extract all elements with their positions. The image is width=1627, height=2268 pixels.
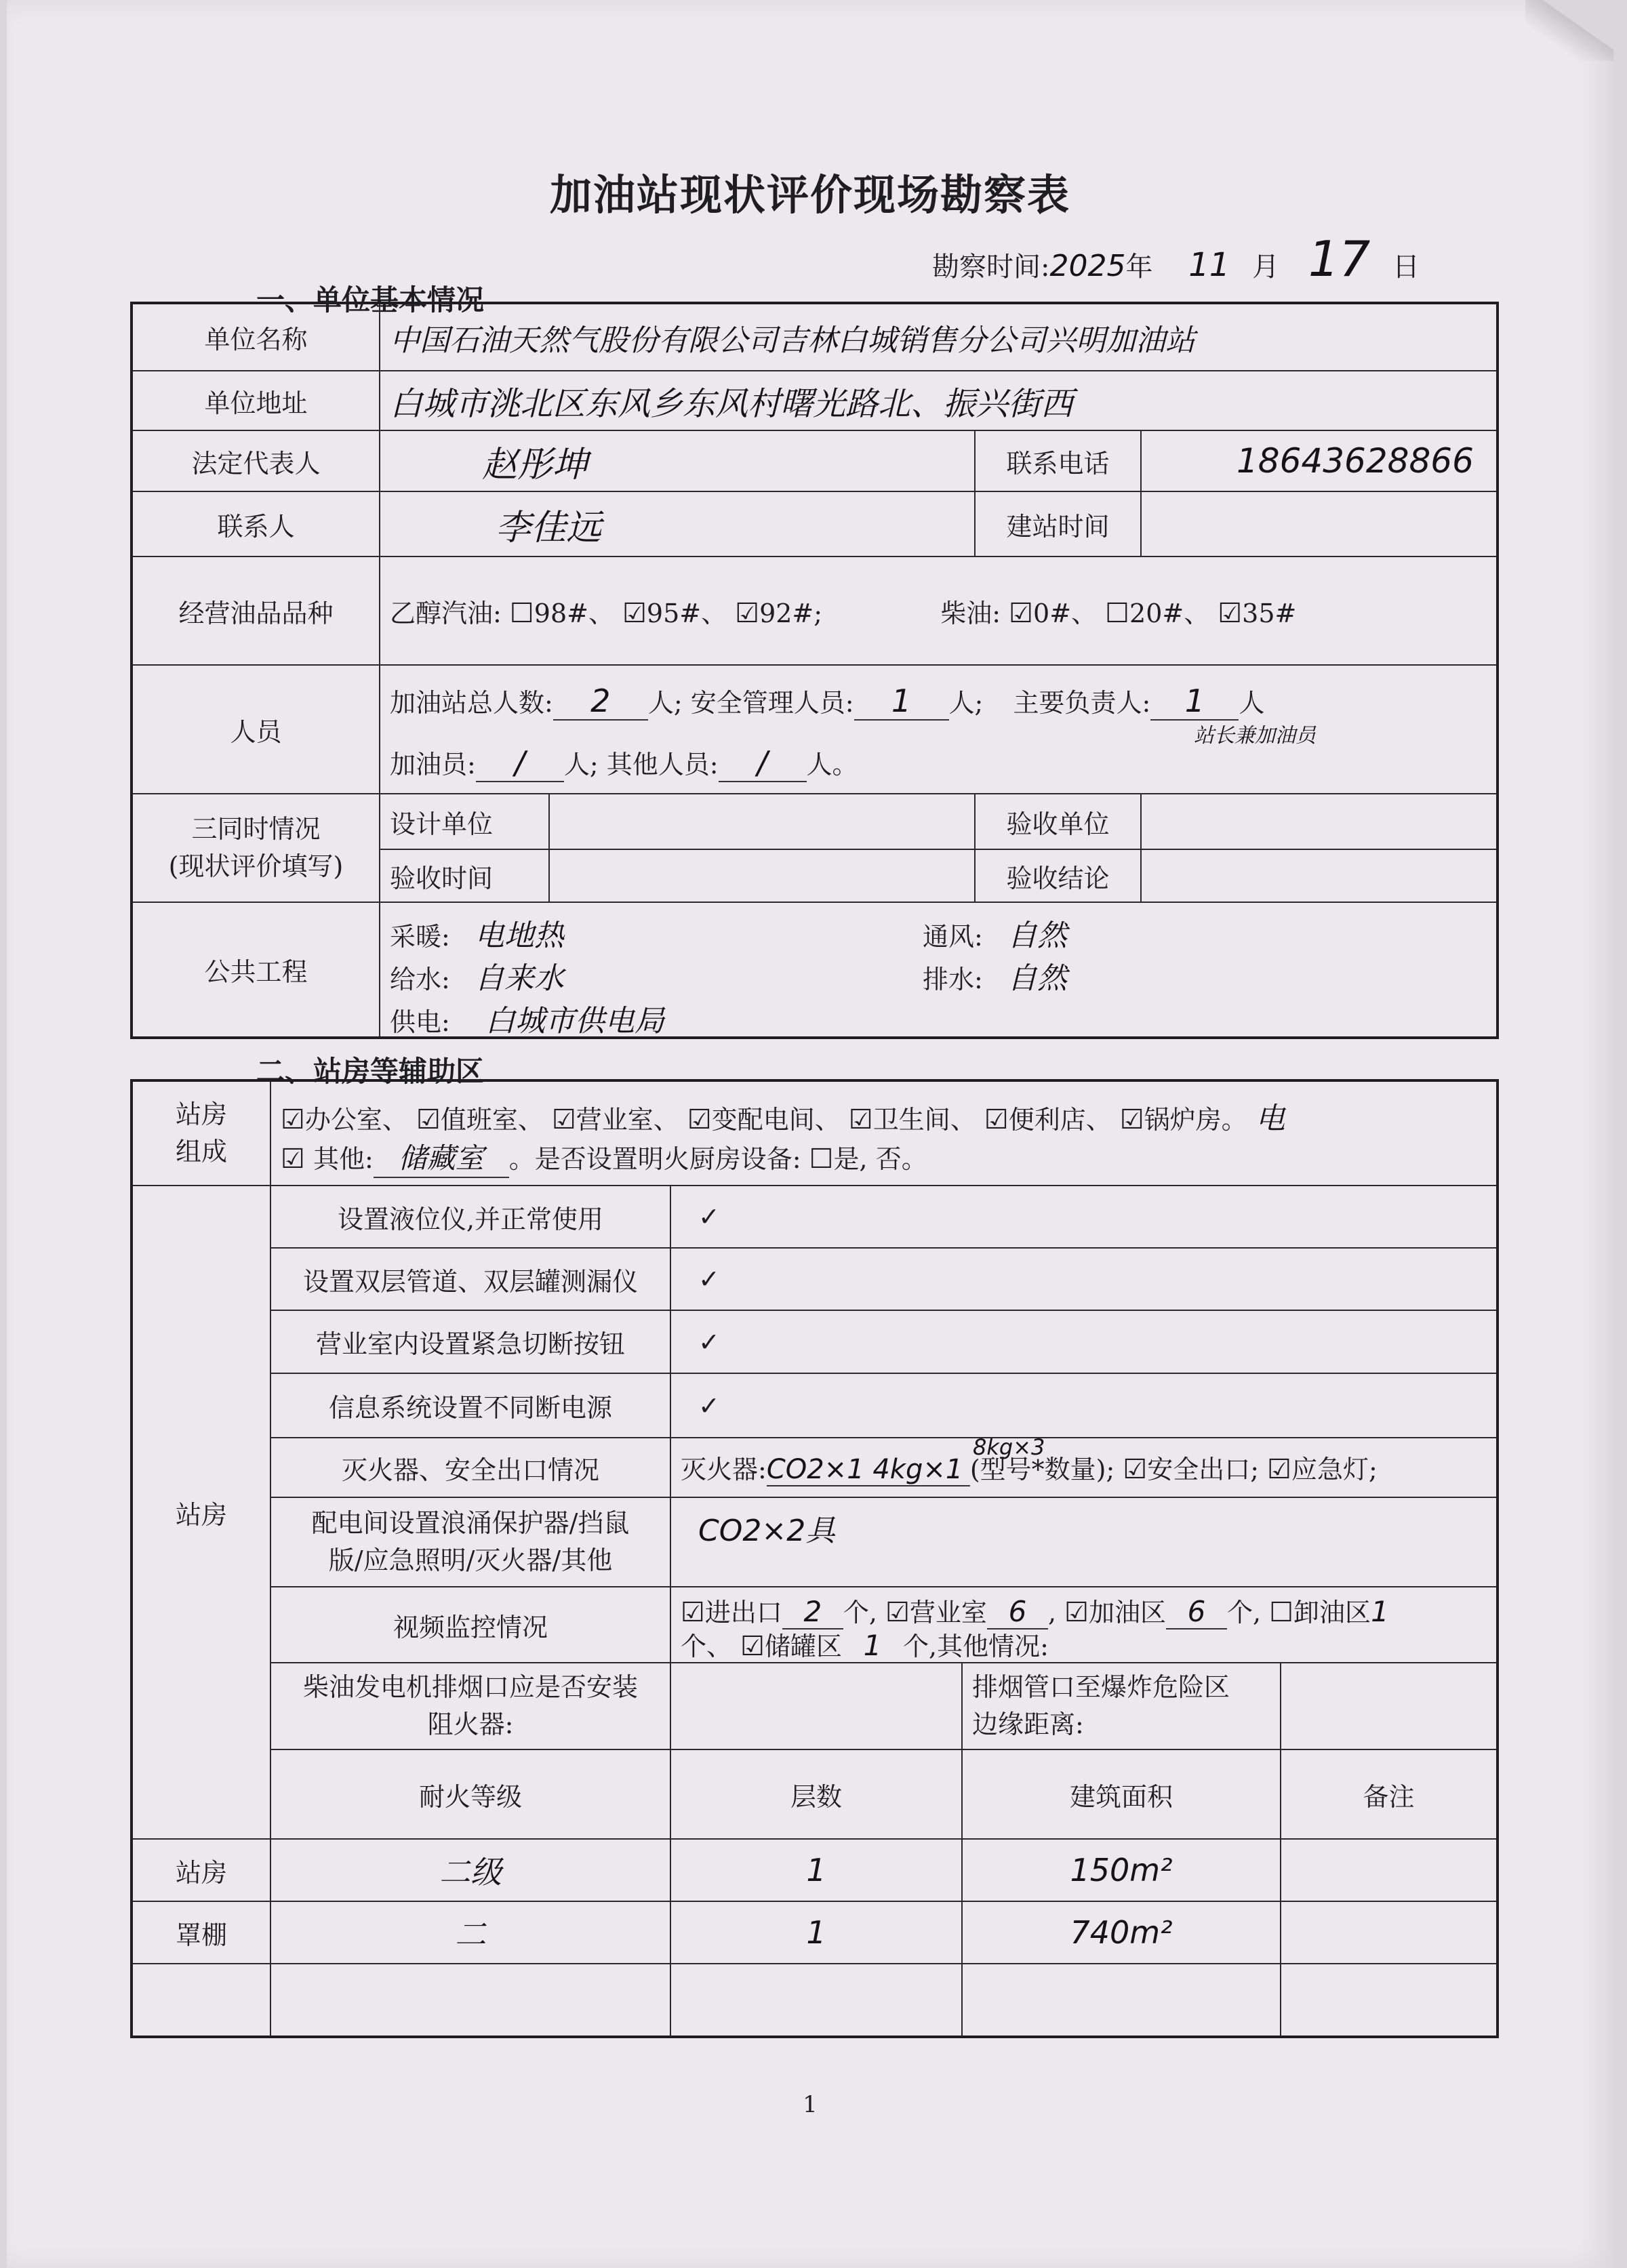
- unit-name-value: 中国石油天然气股份有限公司吉林白城销售分公司兴明加油站: [380, 303, 1498, 371]
- total-staff-label: 加油站总人数:: [390, 688, 553, 718]
- room-office: 办公室、: [304, 1105, 408, 1135]
- v-unload-value: 1: [1371, 1595, 1389, 1628]
- checkbox-tank-video-checked-icon: ☑: [740, 1631, 765, 1662]
- folded-corner: [1525, 0, 1613, 61]
- unit-address-value: 白城市洮北区东风乡东风村曙光路北、振兴街西: [380, 371, 1498, 430]
- station-house-table: [130, 1079, 1499, 2038]
- head-value: 1: [1150, 683, 1239, 721]
- checkbox-boiler-checked-icon: ☑: [1119, 1104, 1144, 1135]
- fueler-unit: 人;: [563, 750, 599, 779]
- safety-staff-unit: 人;: [948, 688, 984, 718]
- col-floors: 层数: [670, 1749, 962, 1839]
- building-row-3-area: [962, 1964, 1281, 2037]
- diesel-gen-label-2: 阻火器:: [427, 1709, 514, 1739]
- checkbox-20-icon: ☐: [1105, 597, 1130, 629]
- building-row-2-area: 740m²: [962, 1901, 1281, 1964]
- other-staff-end: 人。: [806, 750, 858, 779]
- item-double-pipe-label: 设置双层管道、双层罐测漏仪: [270, 1248, 670, 1310]
- accept-unit-label: 验收单位: [975, 794, 1141, 849]
- col-note: 备注: [1281, 1749, 1498, 1839]
- accept-time-value: [549, 849, 975, 902]
- vent-value: 自然: [1007, 918, 1067, 953]
- v-entry-label: 进出口: [704, 1598, 782, 1627]
- power-room-label-1: 配电间设置浪涌保护器/挡鼠: [311, 1507, 630, 1538]
- survey-month: 11: [1188, 246, 1230, 284]
- v-unload-label: 卸油区: [1293, 1598, 1371, 1627]
- survey-year: 2025: [1049, 249, 1126, 283]
- checkbox-0-checked-icon: ☑: [1009, 597, 1034, 629]
- building-row-1-area: 150m²: [962, 1839, 1281, 1901]
- exit-label: 安全出口;: [1147, 1455, 1260, 1484]
- checkbox-other-checked-icon: ☑: [281, 1143, 305, 1175]
- paper-page: [7, 0, 1613, 2268]
- kitchen-no: 否。: [875, 1144, 927, 1174]
- composition-label-2: 组成: [175, 1137, 227, 1167]
- legal-rep-value: 赵彤坤: [380, 430, 975, 491]
- other-room-value: 储藏室: [374, 1136, 509, 1178]
- building-row-3-floors: [670, 1964, 962, 2037]
- checkbox-power-room-checked-icon: ☑: [687, 1104, 712, 1135]
- build-time-label: 建站时间: [975, 491, 1141, 556]
- water-value: 自来水: [474, 961, 564, 996]
- power-room-label: [270, 1497, 670, 1587]
- fire-prefix: 灭火器:: [681, 1455, 767, 1484]
- safety-staff-value: 1: [854, 683, 949, 721]
- head-unit: 人: [1239, 688, 1265, 718]
- power-room-label-2: 版/应急照明/灭火器/其他: [328, 1545, 613, 1575]
- fire-suffix: (型号*数量);: [969, 1455, 1115, 1484]
- total-staff-value: 2: [553, 683, 648, 721]
- v-entry-unit: 个,: [843, 1598, 877, 1627]
- water-label: 给水:: [390, 965, 450, 994]
- room-boiler: 锅炉房。: [1144, 1105, 1247, 1135]
- exhaust-distance-label: [962, 1663, 1281, 1749]
- kitchen-yes: 是,: [833, 1144, 868, 1174]
- fueler-value: /: [476, 744, 564, 782]
- checkbox-exit-checked-icon: ☑: [1123, 1454, 1148, 1485]
- personnel-label: 人员: [132, 665, 380, 794]
- building-row-2-name: 罩棚: [132, 1901, 270, 1964]
- heating-value: 电地热: [474, 918, 564, 953]
- survey-day: 17: [1308, 230, 1371, 287]
- checkbox-92-checked-icon: ☑: [735, 597, 760, 629]
- unit-address-label: 单位地址: [132, 371, 380, 430]
- building-row-2-fire: 二: [270, 1901, 670, 1964]
- diesel-35: 35#: [1242, 598, 1297, 628]
- build-time-value: [1141, 491, 1498, 556]
- station-label: 站房: [132, 1186, 270, 1839]
- fire-value-2: 8kg×3: [973, 1438, 1045, 1460]
- v-fuel-unit: 个,: [1227, 1598, 1262, 1627]
- building-row-1-note: [1281, 1839, 1498, 1901]
- other-staff-label: 其他人员:: [606, 750, 719, 779]
- ethanol-92: 92#;: [759, 598, 823, 628]
- fire-value: CO2×1 4kg×1: [767, 1454, 970, 1486]
- fire-exit-value: [670, 1438, 1498, 1497]
- accept-result-label: 验收结论: [975, 849, 1141, 902]
- public-works-value: [380, 902, 1498, 1038]
- v-entry-value: 2: [782, 1595, 843, 1629]
- survey-time: [932, 230, 1420, 287]
- total-staff-unit: 人;: [647, 688, 683, 718]
- page-title: 加油站现状评价现场勘察表: [549, 170, 1070, 220]
- v-shop-value: 6: [987, 1595, 1048, 1629]
- item-double-pipe-mark: ✓: [670, 1248, 1498, 1310]
- section1-title: 一、单位基本情况: [256, 283, 485, 317]
- phone-value: 18643628866: [1141, 430, 1498, 491]
- oil-types-value: [380, 556, 1498, 665]
- room-shop: 便利店、: [1008, 1105, 1112, 1135]
- accept-time-label: 验收时间: [380, 849, 549, 902]
- accept-unit-value: [1141, 794, 1498, 849]
- checkbox-duty-checked-icon: ☑: [416, 1104, 441, 1135]
- exhaust-label-1: 排烟管口至爆炸危险区: [972, 1672, 1230, 1702]
- v-unload-unit: 个、: [681, 1632, 733, 1661]
- fueler-label: 加油员:: [390, 750, 476, 779]
- ethanol-label: 乙醇汽油:: [390, 598, 502, 628]
- design-unit-value: [549, 794, 975, 849]
- three-label-1: 三同时情况: [191, 813, 321, 844]
- personnel-value: [380, 665, 1498, 794]
- building-row-3-note: [1281, 1964, 1498, 2037]
- exhaust-label-2: 边缘距离:: [972, 1709, 1084, 1739]
- checkbox-office-checked-icon: ☑: [281, 1104, 305, 1135]
- light-label: 应急灯;: [1291, 1455, 1378, 1484]
- drain-label: 排水:: [923, 965, 983, 994]
- contact-value: 李佳远: [380, 491, 975, 556]
- other-staff-value: /: [719, 744, 807, 782]
- contact-label: 联系人: [132, 491, 380, 556]
- diesel-0: 0#、: [1033, 598, 1098, 628]
- building-row-1-floors: 1: [670, 1839, 962, 1901]
- ethanol-98: 98#、: [534, 598, 614, 628]
- drain-value: 自然: [1007, 961, 1067, 996]
- v-shop-label: 营业室: [909, 1598, 987, 1627]
- month-unit: 月: [1251, 251, 1279, 283]
- building-row-3-name: [132, 1964, 270, 2037]
- item-ups-mark: ✓: [670, 1373, 1498, 1438]
- accept-result-value: [1141, 849, 1498, 902]
- diesel-gen-label-1: 柴油发电机排烟口应是否安装: [302, 1672, 638, 1702]
- room-toilet: 卫生间、: [872, 1105, 976, 1135]
- design-unit-label: 设计单位: [380, 794, 549, 849]
- fire-exit-label: 灭火器、安全出口情况: [270, 1438, 670, 1497]
- day-unit: 日: [1392, 251, 1420, 283]
- building-row-2-floors: 1: [670, 1901, 962, 1964]
- power-label: 供电:: [390, 1007, 450, 1037]
- ethanol-95: 95#、: [646, 598, 727, 628]
- v-other: 个,其他情况:: [902, 1632, 1049, 1661]
- diesel-20: 20#、: [1129, 598, 1210, 628]
- col-fire-rating: 耐火等级: [270, 1749, 670, 1839]
- room-power: 变配电间、: [711, 1105, 841, 1135]
- item-emergency-button-label: 营业室内设置紧急切断按钮: [270, 1310, 670, 1373]
- power-room-value: CO2×2具: [670, 1497, 1498, 1587]
- page-number: 1: [803, 2091, 818, 2118]
- checkbox-toilet-checked-icon: ☑: [848, 1104, 873, 1135]
- checkbox-business-checked-icon: ☑: [551, 1104, 576, 1135]
- exhaust-distance-value: [1281, 1663, 1498, 1749]
- checkbox-entry-checked-icon: ☑: [681, 1597, 705, 1628]
- oil-types-label: 经营油品品种: [132, 556, 380, 665]
- checkbox-98-icon: ☐: [509, 597, 534, 629]
- v-fuel-value: 6: [1166, 1595, 1227, 1629]
- survey-time-label: 勘察时间:: [932, 251, 1050, 283]
- section2-title: 二、站房等辅助区: [256, 1055, 485, 1088]
- v-fuel-label: 加油区: [1088, 1598, 1166, 1627]
- heating-label: 采暖:: [390, 922, 450, 952]
- building-row-1-fire: 二级: [270, 1839, 670, 1901]
- item-ups-label: 信息系统设置不同断电源: [270, 1373, 670, 1438]
- legal-rep-label: 法定代表人: [132, 430, 380, 491]
- video-value: ☑进出口 2 个, ☑营业室 6 , ☑加油区 6 个, ☐卸油区1 个、 ☑储罐区 1 个,其他情况:: [670, 1587, 1498, 1663]
- three-label-2: (现状评价填写): [168, 851, 344, 881]
- composition-label-1: 站房: [175, 1099, 227, 1129]
- v-tank-value: 1: [842, 1629, 903, 1663]
- checkbox-95-checked-icon: ☑: [622, 597, 647, 629]
- checkbox-fuel-video-checked-icon: ☑: [1064, 1597, 1089, 1628]
- rooms-note: 电: [1255, 1101, 1285, 1136]
- v-tank-label: 储罐区: [764, 1632, 842, 1661]
- checkbox-unload-video-icon: ☐: [1269, 1597, 1294, 1628]
- public-works-label: 公共工程: [132, 902, 380, 1038]
- diesel-label: 柴油:: [940, 598, 1001, 628]
- kitchen-question: 。是否设置明火厨房设备:: [508, 1144, 801, 1174]
- composition-label: [132, 1080, 270, 1186]
- basic-info-table: [130, 302, 1499, 1039]
- item-level-gauge-mark: ✓: [670, 1186, 1498, 1248]
- room-duty: 值班室、: [440, 1105, 544, 1135]
- year-unit: 年: [1125, 251, 1153, 283]
- safety-staff-label: 安全管理人员:: [690, 688, 854, 718]
- diesel-gen-value: [670, 1663, 962, 1749]
- composition-value: [270, 1080, 1498, 1186]
- checkbox-shop-checked-icon: ☑: [984, 1104, 1009, 1135]
- checkbox-35-checked-icon: ☑: [1218, 597, 1243, 629]
- checkbox-light-checked-icon: ☑: [1267, 1454, 1291, 1485]
- other-room-label: 其他:: [313, 1144, 374, 1174]
- room-business: 营业室、: [576, 1105, 679, 1135]
- unit-name-label: 单位名称: [132, 303, 380, 371]
- phone-label: 联系电话: [975, 430, 1141, 491]
- checkbox-kitchen-yes-icon: ☐: [809, 1143, 834, 1175]
- building-row-1-name: 站房: [132, 1839, 270, 1901]
- power-value: 白城市供电局: [485, 1004, 664, 1038]
- building-row-2-note: [1281, 1901, 1498, 1964]
- col-area: 建筑面积: [962, 1749, 1281, 1839]
- item-level-gauge-label: 设置液位仪,并正常使用: [270, 1186, 670, 1248]
- checkbox-shop-video-checked-icon: ☑: [885, 1597, 910, 1628]
- three-simultaneous-label: [132, 794, 380, 902]
- head-note: 站长兼加油员: [1194, 724, 1316, 748]
- video-label: 视频监控情况: [270, 1587, 670, 1663]
- vent-label: 通风:: [923, 922, 983, 952]
- item-emergency-button-mark: ✓: [670, 1310, 1498, 1373]
- building-row-3-fire: [270, 1964, 670, 2037]
- diesel-gen-label: [270, 1663, 670, 1749]
- head-label: 主要负责人:: [1013, 688, 1151, 718]
